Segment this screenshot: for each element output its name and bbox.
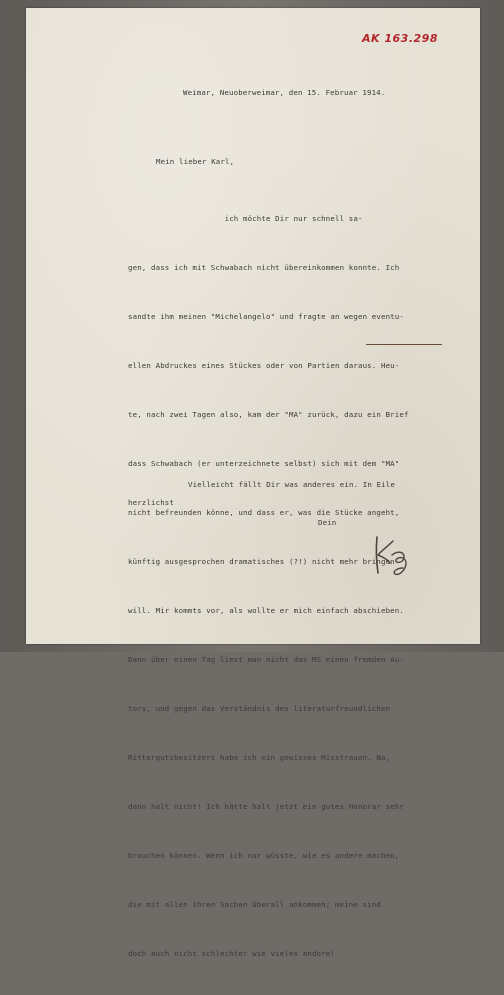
body-line: brauchen können. Wenn ich nur wüsste, wie es andere machen,: [128, 851, 400, 861]
body-line: doch auch nicht schlechter wie vieles andere!: [128, 949, 335, 959]
handwritten-underline: [366, 344, 442, 345]
letter-sheet: [26, 8, 480, 959]
body-line: ellen Abdruckes eines Stückes oder von Partien daraus. Heu-: [128, 360, 400, 370]
body-line: künftig ausgesprochen dramatisches (?!) nicht mehr bringen: [128, 556, 395, 566]
sign-off: Dein: [318, 518, 337, 527]
archive-mark: AK 163.298: [362, 32, 438, 45]
body-line: Rittergutsbesitzers habe ich ein gewisses Misstrauen. Na,: [128, 753, 391, 763]
body-line: ich möchte Dir nur schnell sa-: [128, 213, 363, 223]
handwritten-signature: [371, 533, 417, 578]
body-line: sandte ihm meinen "Michelangelo" und fragte an wegen eventu-: [128, 311, 404, 321]
body-line: nicht befreunden könne, und dass er, was die Stücke angeht,: [128, 507, 400, 517]
dateline: Weimar, Neuoberweimar, den 15. Februar 1914.: [183, 88, 386, 97]
body-line: die mit allen ihren Sachen überall ankommen; meine sind: [128, 900, 381, 910]
body-line: dass Schwabach (er unterzeichnete selbst) sich mit dem "MA": [128, 458, 400, 468]
salutation: Mein lieber Karl,: [156, 157, 235, 166]
body-line: tors, und gegen das Verständnis des literaturfreundlichen: [128, 704, 391, 713]
body-line: te, nach zwei Tagen also, kam der "MA" zurück, dazu ein Brief: [128, 409, 409, 419]
letter-body: [128, 178, 409, 995]
closing-line: Vielleicht fällt Dir was anderes ein. In Eile: [188, 480, 395, 489]
closing-greeting: herzlichst: [128, 498, 174, 507]
body-line: dann halt nicht! Ich hätte halt jetzt ein gutes Honorar sehr: [128, 802, 404, 812]
body-line: gen, dass ich mit Schwabach nicht übereinkommen konnte. Ich: [128, 262, 400, 272]
body-line: will. Mir kommts vor, als wollte er mich einfach abschieben.: [128, 605, 404, 615]
body-line: Dann über einen Tag liest man nicht das MS einen fremden Au-: [128, 654, 404, 664]
